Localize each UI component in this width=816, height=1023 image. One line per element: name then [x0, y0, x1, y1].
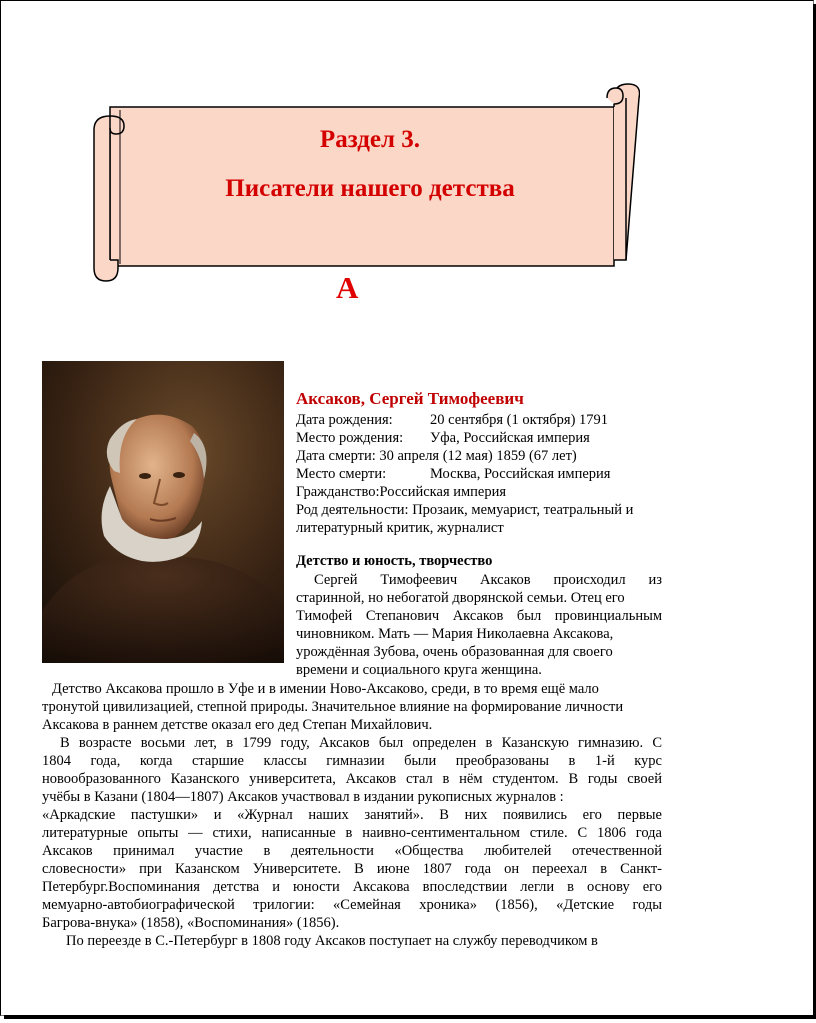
bio-name: Аксаков, Сергей Тимофеевич: [296, 389, 524, 408]
paragraph-line: урождённая Зубова, очень образованная для своего: [296, 644, 613, 660]
bio-occupation-cont: литературный критик, журналист: [296, 520, 504, 536]
bio-label: Место рождения:: [296, 430, 404, 446]
bio-citizenship: Гражданство:Российская империя: [296, 484, 507, 500]
section-subtitle: Писатели нашего детства: [225, 175, 515, 202]
paragraph-line: чиновником. Мать — Мария Николаевна Аксакова,: [296, 626, 614, 642]
bio-value: Уфа, Российская империя: [430, 430, 590, 446]
paragraph-line: В возрасте восьми лет, в 1799 году, Аксаков был определен в Казанскую гимназию. С: [60, 735, 662, 751]
bio-row-death-date: [296, 448, 577, 465]
bio-label: Дата смерти: 30 апреля (12 мая) 1859 (67 лет): [296, 448, 577, 464]
paragraph-line: мемуарно-автобиографической трилогии: «Семейная хроника» (1856), «Детские годы: [42, 897, 662, 913]
portrait-image: [42, 361, 284, 663]
bio-label: Место смерти:: [296, 466, 387, 482]
bio-label: Дата рождения:: [296, 412, 393, 428]
paragraph-line: Аксаков принимал участие в деятельности «Общества любителей отечественной: [42, 843, 662, 859]
paragraph-line: Багрова-внука» (1858), «Воспоминания» (1856).: [42, 915, 340, 931]
paragraph-line: «Аркадские пастушки» и «Журнал наших занятий». В них появились его первые: [42, 807, 662, 823]
paragraph-line: Детство Аксакова прошло в Уфе и в имении Ново-Аксаково, среди, в то время ещё мало: [52, 681, 599, 697]
paragraph-line: словесности» при Казанском Университете. В июне 1807 года он переехал в Санкт-: [42, 861, 662, 877]
paragraph-line: Тимофей Степанович Аксаков был провинциальным: [296, 608, 662, 624]
page-shadow-bottom: [4, 1015, 816, 1019]
paragraph-line: новообразованного Казанского университета, Аксаков стал в нём студентом. В годы своей: [42, 771, 662, 787]
bio-row-birth-date: [296, 412, 608, 429]
paragraph-line: времени и социального круга женщина.: [296, 662, 542, 678]
section-title: Раздел 3.: [319, 126, 421, 153]
paragraph-line: Сергей Тимофеевич Аксаков происходил из: [314, 572, 662, 588]
bio-row-birth-place: [296, 430, 590, 447]
section-heading: Детство и юность, творчество: [296, 553, 493, 569]
bio-value: 20 сентября (1 октября) 1791: [430, 412, 609, 428]
bio-row-death-place: [296, 466, 610, 483]
paragraph-line: Петербург.Воспоминания детства и юности Аксакова впоследствии легли в основу его: [42, 879, 662, 895]
paragraph-line: литературные опыты — стихи, написанные в наивно-сентиментальном стиле. С 1806 года: [42, 825, 662, 841]
bio-value: Москва, Российская империя: [430, 466, 611, 482]
paragraph-line: учёбы в Казани (1804—1807) Аксаков участвовал в издании рукописных журналов :: [42, 789, 564, 805]
paragraph-line: тронутой цивилизацией, степной природы. Значительное влияние на формирование личности: [42, 699, 624, 715]
bio-occupation: Род деятельности: Прозаик, мемуарист, театральный и: [296, 502, 634, 518]
paragraph-line: 1804 года, когда старшие классы гимназии были преобразованы в 1-й курс: [42, 753, 662, 769]
section-letter: А: [336, 270, 359, 305]
paragraph-line: старинной, но небогатой дворянской семьи. Отец его: [296, 590, 625, 606]
paragraph-line: По переезде в С.-Петербург в 1808 году Аксаков поступает на службу переводчиком в: [66, 933, 598, 949]
paragraph-line: Аксакова в раннем детстве оказал его дед Степан Михайлович.: [42, 717, 433, 733]
